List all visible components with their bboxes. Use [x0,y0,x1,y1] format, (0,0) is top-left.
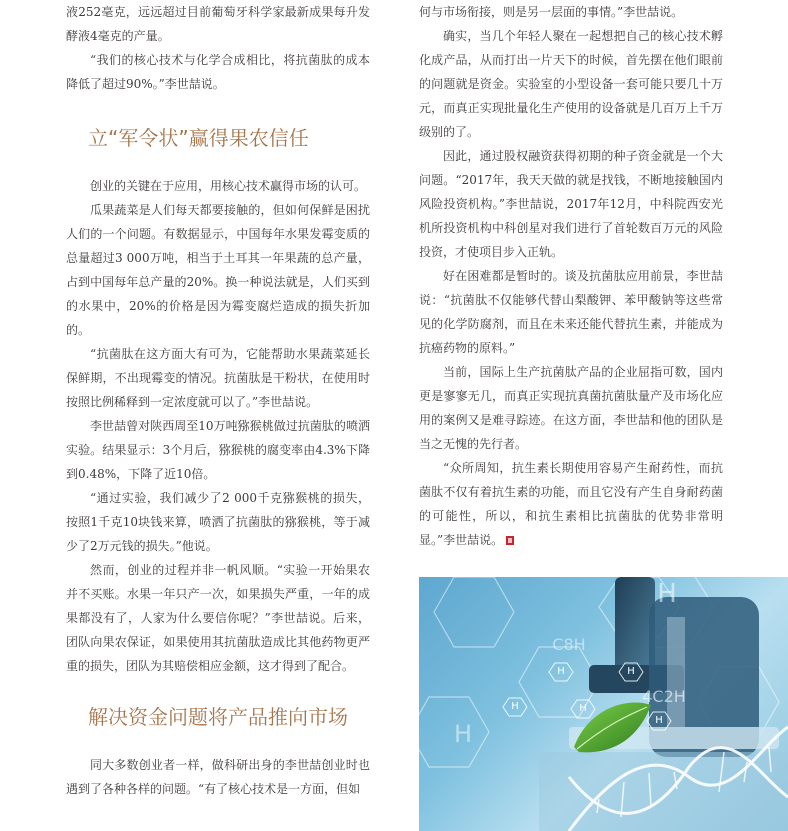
paragraph: 好在困难都是暂时的。谈及抗菌肽应用前景，李世喆说：“抗菌肽不仅能够代替山梨酸钾、苯甲酸钠等这些常见的化学防腐剂，而且在未来还能代替抗生素，并能成为抗癌药物的原料。” [419,269,723,355]
paragraph: 因此，通过股权融资获得初期的种子资金就是一个大问题。“2017年，我天天做的就是找钱，不断地接触国内风险投资机构。”李世喆说，2017年12月，中科院西安光机所投资机构中科创星对我们进行了首轮数百万元的风险投资，才使项目步入正轨。 [419,149,723,259]
paragraph-final [419,456,723,552]
article-end-icon [506,536,514,545]
paragraph-continued: 何与市场衔接，则是另一层面的事情。”李世喆说。 [419,5,684,19]
photo-overlay-label: H [511,701,519,712]
photo-overlay-label: C8H [552,635,586,654]
photo-overlay-label: H [655,715,663,726]
left-column [66,0,370,801]
paragraph: “通过实验，我们减少了2 000千克猕猴桃的损失，按照1千克10块钱来算，喷洒了抗菌肽的猕猴桃，等于减少了2万元钱的损失。”他说。 [66,491,370,553]
photo-overlay-label: H [557,666,565,677]
paragraph: 创业的关键在于应用，用核心技术赢得市场的认可。 [90,179,367,193]
photo-overlay-label: H [579,703,587,714]
section-heading-funding: 解决资金问题将产品推向市场 [88,705,348,729]
right-column [419,0,723,552]
paragraph: 当前，国际上生产抗菌肽产品的企业屈指可数，国内更是寥寥无几，而真正实现抗真菌抗菌肽量产及市场化应用的案例又是难寻踪迹。在这方面，李世喆和他的团队是当之无愧的先行者。 [419,365,723,451]
paragraph-text: “众所周知，抗生素长期使用容易产生耐药性，而抗菌肽不仅有着抗生素的功能，而且它没有产生自身耐药菌的可能性，所以，和抗生素相比抗菌肽的优势非常明显。”李世喆说。 [419,461,723,547]
paragraph-quote: “我们的核心技术与化学合成相比，将抗菌肽的成本降低了超过90%。”李世喆说。 [66,53,370,91]
photo-overlay-label: H [627,666,635,677]
section-heading-trust: 立“军令状”赢得果农信任 [88,126,309,150]
paragraph: 李世喆曾对陕西周至10万吨猕猴桃做过抗菌肽的喷洒实验。结果显示：3个月后，猕猴桃的腐变率由4.3%下降到0.48%，下降了近10倍。 [66,419,370,481]
lab-microscope-photo [419,577,788,831]
photo-overlay-label: H [657,579,677,609]
paragraph: 瓜果蔬菜是人们每天都要接触的，但如何保鲜是困扰人们的一个问题。有数据显示，中国每年水果发霉变质的总量超过3 000万吨，相当于土耳其一年果蔬的总产量，占到中国每年总产量的20%。换一种说法就是，人们买到的水果中，20%的价格是因为霉变腐烂造成的损失折加的。 [66,203,370,337]
paragraph-continued: 液252毫克，远远超过目前葡萄牙科学家最新成果每升发酵液4毫克的产量。 [66,5,370,43]
paragraph: 然而，创业的过程并非一帆风顺。“实验一开始果农并不买账。水果一年只产一次，如果损失严重，一年的成果都没有了，人家为什么要信你呢？”李世喆说。后来，团队向果农保证，如果使用其抗菌肽造成比其他药物更严重的损失，团队为其赔偿相应金额，这才得到了配合。 [66,563,370,673]
paragraph: 确实，当几个年轻人聚在一起想把自己的核心技术孵化成产品，从而打出一片天下的时候，首先摆在他们眼前的问题就是资金。实验室的小型设备一套可能只要几十万元，而真正实现批量化生产使用的设备就是几百万上千万级别的了。 [419,29,723,139]
paragraph: 同大多数创业者一样，做科研出身的李世喆创业时也遇到了各种各样的问题。“有了核心技术是一方面，但如 [66,758,370,796]
paragraph: “抗菌肽在这方面大有可为，它能帮助水果蔬菜延长保鲜期，不出现霉变的情况。抗菌肽是干粉状，在使用时按照比例稀释到一定浓度就可以了。”李世喆说。 [66,347,370,409]
photo-overlay-label: H [453,720,473,748]
photo-overlay-label: 4C2H [642,687,686,706]
